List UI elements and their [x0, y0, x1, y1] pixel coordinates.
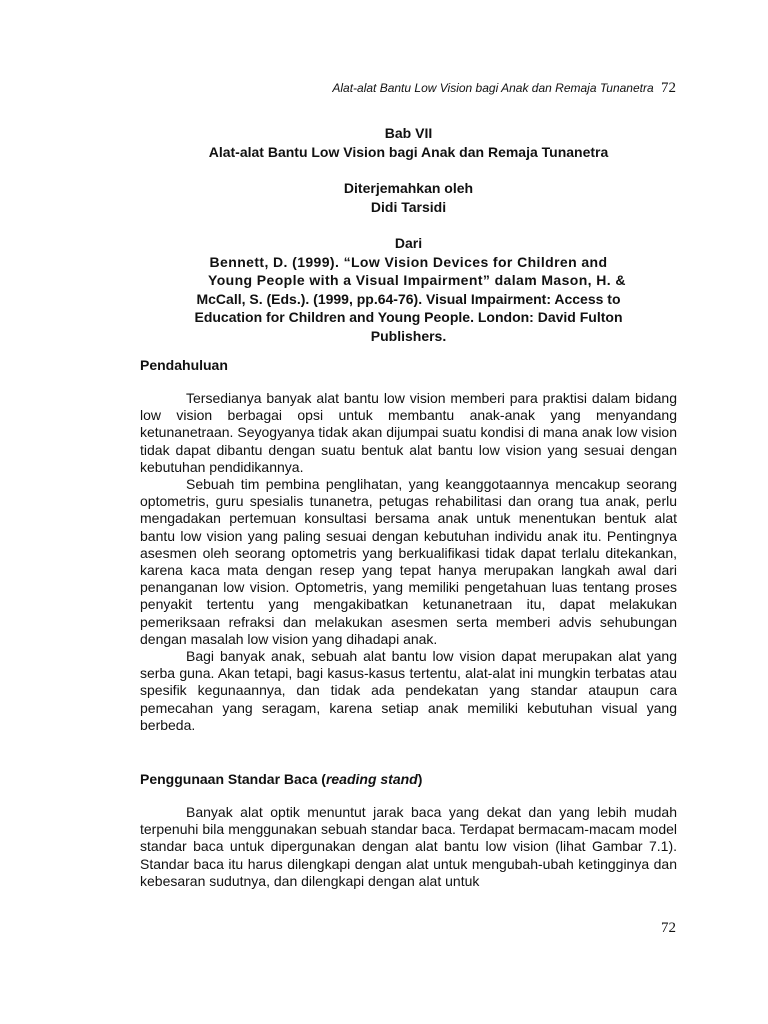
running-header: [140, 80, 676, 97]
paragraph: Bagi banyak anak, sebuah alat bantu low vision dapat merupakan alat yang serba guna. Akan tetapi, bagi kasus-kasus tertentu, alat-alat ini mungkin terbatas atau spesifik kegunaannya, dan tidak ada pendekatan yang standar ataupun cara pemecahan yang seragam, karena setiap anak memiliki kebutuhan visual yang berbeda.: [140, 648, 677, 733]
translated-by-label: Diterjemahkan oleh: [343, 180, 474, 196]
header-page-number: 72: [661, 80, 676, 96]
translator-name: Didi Tarsidi: [370, 198, 447, 215]
running-title: Alat-alat Bantu Low Vision bagi Anak dan Remaja Tunanetra: [332, 81, 654, 95]
paragraph: Tersedianya banyak alat bantu low vision memberi para praktisi dalam bidang low vision berbagai opsi untuk membantu anak-anak yang menyandang ketunanetraan. Seyogyanya tidak akan dijumpai suatu kondisi di mana anak low vision tidak dapat dibantu dengan suatu bentuk alat bantu low vision yang sesuai dengan kebutuhan pendidikannya.: [140, 390, 677, 475]
section-body-pendahuluan: [140, 390, 677, 734]
reference-line: Education for Children and Young People. London: David Fulton: [194, 309, 623, 325]
title-block: [140, 124, 677, 345]
section-heading-pendahuluan: Pendahuluan: [140, 357, 228, 373]
reference-line: Young People with a Visual Impairment” dalam Mason, H. &: [208, 272, 626, 288]
source-label: Dari: [394, 235, 423, 251]
paragraph: Sebuah tim pembina penglihatan, yang keanggotaannya mencakup seorang optometris, guru spesialis tunanetra, petugas rehabilitasi dan orang tua anak, perlu mengadakan pertemuan konsultasi bersama anak untuk menentukan bentuk alat bantu low vision yang paling sesuai dengan kebutuhan individu anak itu. Pentingnya asesmen oleh seorang optometris yang berkualifikasi tidak dapat terlalu ditekankan, karena kaca mata dengan resep yang tepat hanya merupakan langkah awal dari penanganan low vision. Optometris, yang memiliki pengetahuan luas tentang proses penyakit tertentu yang mengakibatkan ketunanetraan itu, dapat melakukan pemeriksaan refraksi dan melakukan asesmen serta memberi advis sehubungan dengan masalah low vision yang dihadapi anak.: [140, 476, 677, 647]
heading-text: Penggunaan Standar Baca (: [140, 771, 326, 787]
heading-text: ): [417, 771, 423, 787]
footer-page-number: 72: [661, 920, 676, 936]
chapter-label: Bab VII: [384, 125, 433, 141]
section-heading-reading-stand: [140, 771, 422, 787]
reference-line: Publishers.: [370, 327, 447, 344]
section-body-reading-stand: [140, 804, 677, 890]
source-reference: [140, 253, 677, 346]
reference-line: Bennett, D. (1999). “Low Vision Devices for Children and: [209, 253, 608, 270]
heading-emphasis: reading stand: [325, 771, 418, 787]
reference-line: McCall, S. (Eds.). (1999, pp.64-76). Visual Impairment: Access to: [196, 290, 621, 307]
chapter-title: Alat-alat Bantu Low Vision bagi Anak dan Remaja Tunanetra: [208, 143, 609, 160]
paragraph: Banyak alat optik menuntut jarak baca yang dekat dan yang lebih mudah terpenuhi bila menggunakan sebuah standar baca. Terdapat bermacam-macam model standar baca untuk dipergunakan dengan alat bantu low vision (lihat Gambar 7.1). Standar baca itu harus dilengkapi dengan alat untuk mengubah-ubah ketingginya dan kebesaran sudutnya, dan dilengkapi dengan alat untuk: [140, 804, 677, 889]
